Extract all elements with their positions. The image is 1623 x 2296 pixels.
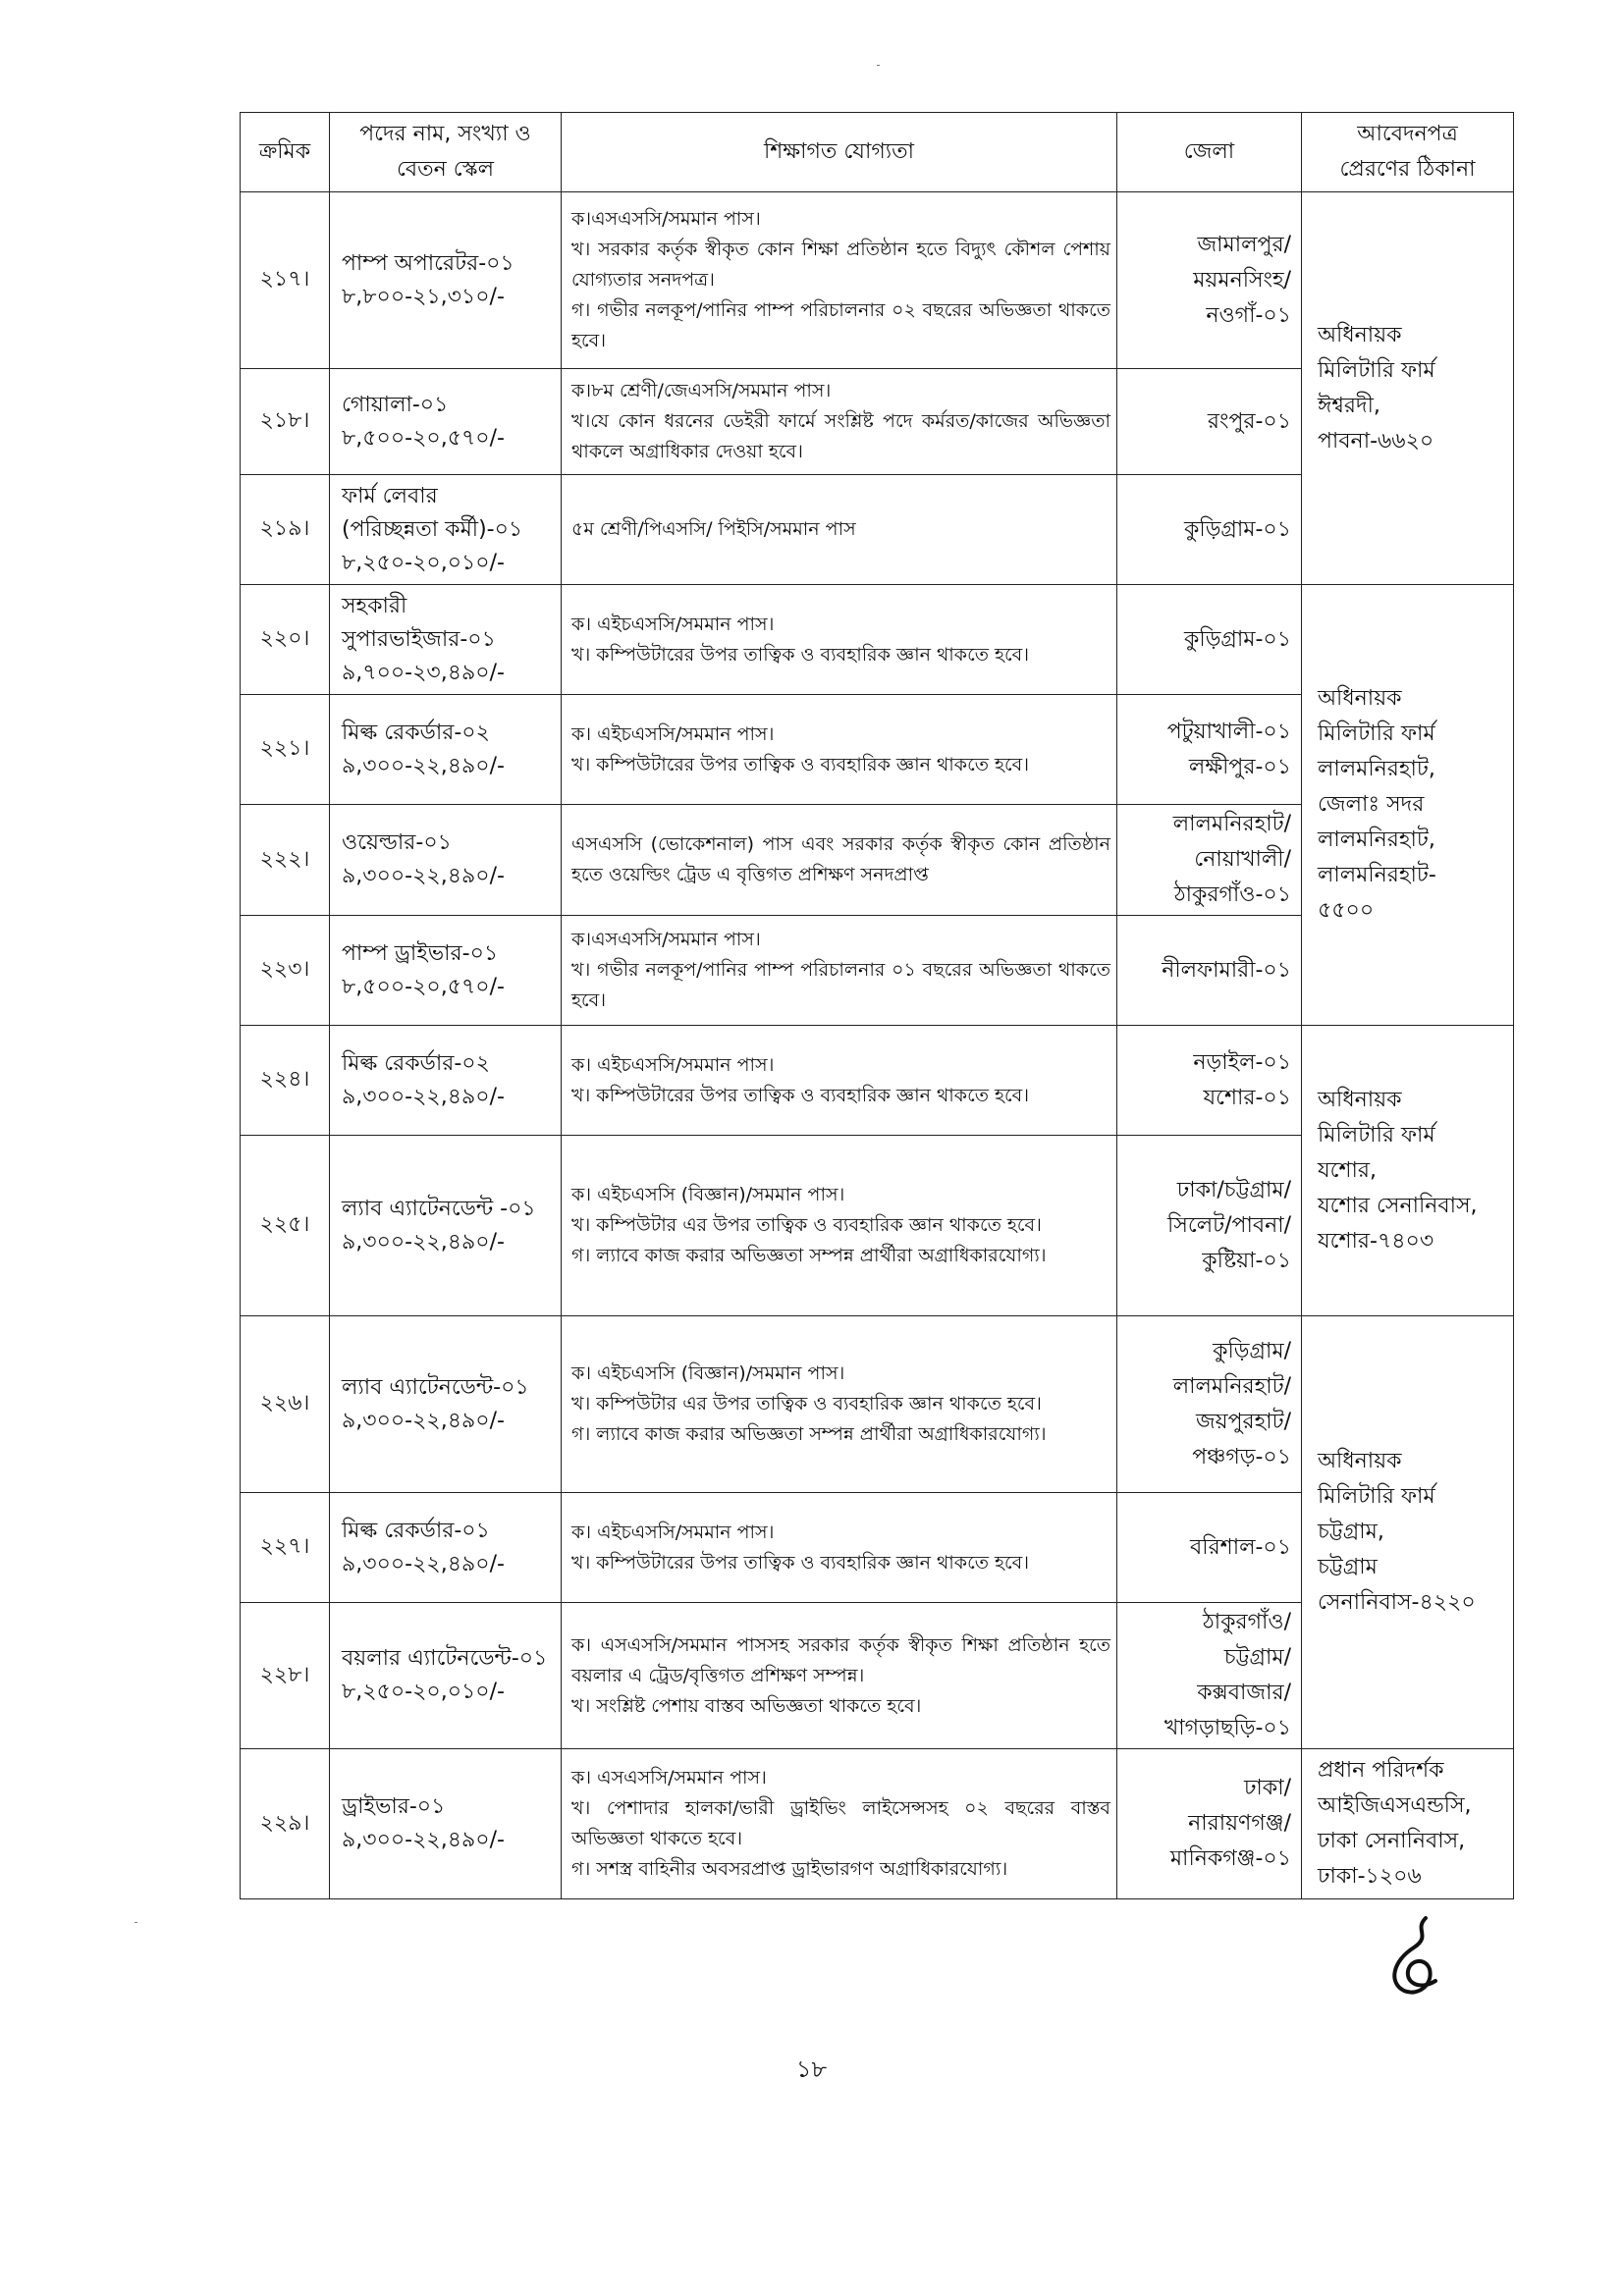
- address-line: যশোর-৭৪০৩: [1318, 1228, 1434, 1254]
- district-line: নোয়াখালী/: [1194, 847, 1291, 872]
- qualification-line: খ। সংশ্লিষ্ট পেশায় বাস্তব অভিজ্ঞতা থাকতে হবে।: [571, 1694, 922, 1717]
- address-line: চট্টগ্রাম,: [1318, 1520, 1384, 1544]
- post-cell: [330, 695, 562, 805]
- address-cell: [1302, 1749, 1514, 1899]
- district-line: ময়মনসিংহ/: [1193, 267, 1291, 293]
- qualification-cell: [562, 1603, 1117, 1749]
- post-cell: [330, 369, 562, 475]
- post-name: মিল্ক রেকর্ডার-০২: [342, 1050, 490, 1076]
- header-address: [1302, 113, 1514, 192]
- qualification-cell: [562, 475, 1117, 585]
- district-line: চট্টগ্রাম/: [1223, 1645, 1291, 1670]
- qualification-cell: [562, 1026, 1117, 1136]
- qualification-cell: [562, 1136, 1117, 1316]
- pay-scale: ৯,৩০০-২২,৪৯০/-: [342, 1084, 505, 1109]
- district-line: ঢাকা/চট্টগ্রাম/: [1176, 1177, 1291, 1202]
- header-post: [330, 113, 562, 192]
- address-line: ঢাকা-১২০৬: [1318, 1864, 1422, 1889]
- qualification-line: ক। এসএসসি/সমমান পাসসহ সরকার কর্তৃক স্বীকৃত শিক্ষা প্রতিষ্ঠান হতে বয়লার এ ট্রেড/বৃত্তিগত প্রশিক্ষণ সম্পন্ন।: [571, 1633, 1110, 1686]
- header-post-line: পদের নাম, সংখ্যা ও: [359, 122, 531, 146]
- table-row: [241, 585, 1514, 695]
- qualification-line: খ।যে কোন ধরনের ডেইরী ফার্মে সংশ্লিষ্ট পদে কর্মরত/কাজের অভিজ্ঞতা থাকলে অগ্রাধিকার দেওয়া হবে।: [571, 410, 1110, 462]
- pay-scale: ৮,৮০০-২১,৩১০/-: [342, 284, 505, 309]
- district-cell: [1117, 585, 1302, 695]
- post-name: ফার্ম লেবার: [342, 483, 438, 508]
- post-name: পাম্প অপারেটর-০১: [342, 250, 514, 276]
- row-serial: ২১৮।: [241, 369, 330, 475]
- qualification-cell: [562, 805, 1117, 916]
- post-name: বয়লার এ্যাটেনডেন্ট-০১: [342, 1646, 548, 1671]
- qualification-line: খ। কম্পিউটার এর উপর তাত্বিক ও ব্যবহারিক জ্ঞান থাকতে হবে।: [571, 1393, 1042, 1415]
- district-cell: [1117, 1493, 1302, 1603]
- district-cell: [1117, 1316, 1302, 1493]
- district-cell: [1117, 1026, 1302, 1136]
- post-name: সুপারভাইজার-০১: [342, 626, 496, 652]
- address-line: জেলাঃ সদর: [1318, 792, 1425, 817]
- address-line: যশোর,: [1318, 1157, 1378, 1183]
- district-cell: [1117, 1603, 1302, 1749]
- district-line: কুষ্টিয়া-০১: [1202, 1248, 1291, 1273]
- header-qualification: শিক্ষাগত যোগ্যতা: [562, 113, 1117, 192]
- post-cell: [330, 585, 562, 695]
- header-post-line: বেতন স্কেল: [397, 157, 494, 182]
- post-cell: [330, 1603, 562, 1749]
- district-line: ঢাকা/: [1243, 1776, 1291, 1800]
- qualification-line: এসএসসি (ভোকেশনাল) পাস এবং সরকার কর্তৃক স্বীকৃত কোন প্রতিষ্ঠান হতে ওয়েল্ডিং ট্রেড এ বৃত্তিগত প্রশিক্ষণ সনদপ্রাপ্ত: [571, 833, 1110, 885]
- table-row: [241, 1316, 1514, 1493]
- post-cell: [330, 1493, 562, 1603]
- qualification-line: খ। গভীর নলকূপ/পানির পাম্প পরিচালনার ০১ বছরের অভিজ্ঞতা থাকতে হবে।: [571, 959, 1110, 1011]
- post-cell: [330, 192, 562, 369]
- district-cell: [1117, 695, 1302, 805]
- signature-mark: [1375, 1912, 1453, 2004]
- district-line: লক্ষীপুর-০১: [1188, 754, 1291, 779]
- address-cell: [1302, 1026, 1514, 1316]
- qualification-line: গ। গভীর নলকূপ/পানির পাম্প পরিচালনার ০২ বছরের অভিজ্ঞতা থাকতে হবে।: [571, 299, 1110, 351]
- district-cell: [1117, 192, 1302, 369]
- address-line: অধিনায়ক: [1318, 322, 1402, 347]
- district-cell: [1117, 1749, 1302, 1899]
- qualification-line: ক। এইচএসসি/সমমান পাস।: [571, 1521, 775, 1543]
- district-line: কুড়িগ্রাম-০১: [1184, 516, 1291, 542]
- address-line: মিলিটারি ফার্ম: [1318, 1122, 1435, 1148]
- header-address-line: আবেদনপত্র: [1357, 122, 1458, 146]
- post-name: মিল্ক রেকর্ডার-০১: [342, 1518, 490, 1543]
- qualification-line: ক। এইচএসসি/সমমান পাস।: [571, 613, 775, 635]
- address-line: লালমনিরহাট-: [1318, 863, 1436, 887]
- header-serial: ক্রমিক: [241, 113, 330, 192]
- qualification-line: খ। সরকার কর্তৃক স্বীকৃত কোন শিক্ষা প্রতিষ্ঠান হতে বিদ্যুৎ কৌশল পেশায় যোগ্যতার সনদপত্র।: [571, 239, 1110, 291]
- pay-scale: ৮,২৫০-২০,০১০/-: [342, 550, 505, 575]
- post-name: ল্যাব এ্যাটেনডেন্ট -০১: [342, 1196, 536, 1221]
- pay-scale: ৯,৭০০-২৩,৪৯০/-: [342, 660, 505, 685]
- post-name: (পরিচ্ছন্নতা কর্মী)-০১: [342, 516, 523, 542]
- address-line: প্রধান পরিদর্শক: [1318, 1758, 1444, 1783]
- district-line: নওগাঁ-০১: [1206, 302, 1291, 328]
- district-line: কক্সবাজার/: [1197, 1681, 1291, 1705]
- row-serial: ২২২।: [241, 805, 330, 916]
- pay-scale: ৯,৩০০-২২,৪৯০/-: [342, 1408, 505, 1433]
- scan-speck: [877, 65, 880, 66]
- qualification-line: খ। কম্পিউটারের উপর তাত্বিক ও ব্যবহারিক জ্ঞান থাকতে হবে।: [571, 753, 1030, 775]
- qualification-line: ক।এসএসসি/সমমান পাস।: [571, 929, 761, 950]
- post-name: মিল্ক রেকর্ডার-০২: [342, 720, 490, 745]
- address-line: ঢাকা সেনানিবাস,: [1318, 1829, 1466, 1853]
- address-line: যশোর সেনানিবাস,: [1318, 1193, 1478, 1218]
- district-line: নড়াইল-০১: [1193, 1049, 1291, 1075]
- qualification-line: খ। কম্পিউটারের উপর তাত্বিক ও ব্যবহারিক জ্ঞান থাকতে হবে।: [571, 1084, 1030, 1106]
- district-line: যশোর-০১: [1203, 1085, 1291, 1110]
- qualification-cell: [562, 916, 1117, 1026]
- qualification-line: ক। এইচএসসি (বিজ্ঞান)/সমমান পাস।: [571, 1184, 845, 1205]
- qualification-line: ক।এসএসসি/সমমান পাস।: [571, 208, 761, 230]
- qualification-line: ক।৮ম শ্রেণী/জেএসসি/সমমান পাস।: [571, 380, 832, 401]
- post-cell: [330, 1026, 562, 1136]
- address-line: অধিনায়ক: [1318, 1449, 1402, 1473]
- district-line: কুড়িগ্রাম-০১: [1184, 626, 1291, 652]
- district-line: লালমনিরহাট/: [1172, 1373, 1291, 1399]
- post-name: ল্যাব এ্যাটেনডেন্ট-০১: [342, 1374, 529, 1400]
- post-cell: [330, 1316, 562, 1493]
- row-serial: ২২৭।: [241, 1493, 330, 1603]
- district-line: ঠাকুরগাঁও/: [1202, 1610, 1291, 1634]
- address-line: আইজিএসএন্ডসি,: [1318, 1793, 1472, 1818]
- address-line: মিলিটারি ফার্ম: [1318, 721, 1435, 746]
- row-serial: ২২০।: [241, 585, 330, 695]
- address-cell: [1302, 192, 1514, 585]
- post-name: ওয়েল্ডার-০১: [342, 830, 452, 855]
- address-line: ৫৫০০: [1318, 898, 1375, 923]
- header-district: জেলা: [1117, 113, 1302, 192]
- district-line: সিলেট/পাবনা/: [1167, 1212, 1291, 1238]
- address-line: সেনানিবাস-৪২২০: [1318, 1590, 1476, 1615]
- qualification-line: গ। ল্যাবে কাজ করার অভিজ্ঞতা সম্পন্ন প্রার্থীরা অগ্রাধিকারযোগ্য।: [571, 1245, 1047, 1266]
- district-line: পঞ্চগড়-০১: [1192, 1444, 1291, 1469]
- qualification-line: খ। কম্পিউটারের উপর তাত্বিক ও ব্যবহারিক জ্ঞান থাকতে হবে।: [571, 643, 1030, 666]
- post-cell: [330, 1749, 562, 1899]
- qualification-cell: [562, 369, 1117, 475]
- address-line: অধিনায়ক: [1318, 686, 1402, 711]
- page-number: ১৮: [795, 2056, 828, 2083]
- post-cell: [330, 916, 562, 1026]
- qualification-cell: [562, 1493, 1117, 1603]
- district-cell: [1117, 475, 1302, 585]
- pay-scale: ৯,৩০০-২২,৪৯০/-: [342, 1828, 505, 1852]
- district-line: রংপুর-০১: [1207, 408, 1291, 434]
- qualification-cell: [562, 192, 1117, 369]
- row-serial: ২২৯।: [241, 1749, 330, 1899]
- district-line: নারায়ণগঞ্জ/: [1188, 1811, 1291, 1836]
- address-line: অধিনায়ক: [1318, 1087, 1402, 1112]
- qualification-cell: [562, 585, 1117, 695]
- table-row: [241, 192, 1514, 369]
- address-cell: [1302, 585, 1514, 1026]
- address-line: চট্টগ্রাম: [1318, 1555, 1378, 1579]
- qualification-line: খ। কম্পিউটারের উপর তাত্বিক ও ব্যবহারিক জ্ঞান থাকতে হবে।: [571, 1551, 1030, 1574]
- row-serial: ২২৬।: [241, 1316, 330, 1493]
- post-name: ড্রাইভার-০১: [342, 1794, 446, 1819]
- qualification-line: খ। পেশাদার হালকা/ভারী ড্রাইভিং লাইসেন্সসহ ০২ বছরের বাস্তব অভিজ্ঞতা থাকতে হবে।: [571, 1797, 1110, 1849]
- district-line: ঠাকুরগাঁও-০১: [1173, 882, 1291, 907]
- address-line: লালমনিরহাট,: [1318, 757, 1435, 781]
- district-cell: [1117, 369, 1302, 475]
- qualification-line: ক। এসএসসি/সমমান পাস।: [571, 1767, 767, 1789]
- post-cell: [330, 475, 562, 585]
- post-cell: [330, 805, 562, 916]
- district-line: নীলফামারী-০১: [1162, 957, 1291, 983]
- qualification-line: ক। এইচএসসি/সমমান পাস।: [571, 1053, 775, 1076]
- address-cell: [1302, 1316, 1514, 1749]
- row-serial: ২২১।: [241, 695, 330, 805]
- qualification-line: ক। এইচএসসি/সমমান পাস।: [571, 722, 775, 745]
- pay-scale: ৯,৩০০-২২,৪৯০/-: [342, 1551, 505, 1576]
- district-cell: [1117, 805, 1302, 916]
- district-line: জয়পুরহাট/: [1195, 1409, 1291, 1434]
- table-row: [241, 1749, 1514, 1899]
- qualification-cell: [562, 1749, 1117, 1899]
- address-line: লালমনিরহাট,: [1318, 828, 1435, 852]
- district-line: খাগড়াছড়ি-০১: [1163, 1716, 1291, 1740]
- post-name: পাম্প ড্রাইভার-০১: [342, 940, 499, 966]
- header-address-line: প্রেরণের ঠিকানা: [1339, 157, 1476, 182]
- district-line: কুড়িগ্রাম/: [1213, 1338, 1291, 1363]
- post-name: গোয়ালা-০১: [342, 392, 449, 417]
- pay-scale: ৯,৩০০-২২,৪৯০/-: [342, 753, 505, 778]
- row-serial: ২২৫।: [241, 1136, 330, 1316]
- pay-scale: ৮,২৫০-২০,০১০/-: [342, 1680, 505, 1704]
- qualification-line: ৫ম শ্রেণী/পিএসসি/ পিইসি/সমমান পাস: [571, 518, 856, 540]
- table-header-row: [241, 113, 1514, 192]
- address-line: মিলিটারি ফার্ম: [1318, 357, 1435, 383]
- qualification-line: খ। কম্পিউটার এর উপর তাত্বিক ও ব্যবহারিক জ্ঞান থাকতে হবে।: [571, 1214, 1042, 1236]
- row-serial: ২১৭।: [241, 192, 330, 369]
- pay-scale: ৯,৩০০-২২,৪৯০/-: [342, 1229, 505, 1255]
- address-line: পাবনা-৬৬২০: [1318, 428, 1434, 454]
- row-serial: ২২৩।: [241, 916, 330, 1026]
- qualification-cell: [562, 1316, 1117, 1493]
- district-line: জামালপুর/: [1197, 232, 1291, 257]
- row-serial: ২১৯।: [241, 475, 330, 585]
- scan-speck: [135, 1922, 137, 1923]
- pay-scale: ৮,৫০০-২০,৫৭০/-: [342, 425, 505, 451]
- recruitment-table: [240, 112, 1514, 1899]
- qualification-line: গ। ল্যাবে কাজ করার অভিজ্ঞতা সম্পন্ন প্রার্থীরা অগ্রাধিকারযোগ্য।: [571, 1423, 1047, 1445]
- qualification-line: গ। সশস্ত্র বাহিনীর অবসরপ্রাপ্ত ড্রাইভারগণ অগ্রাধিকারযোগ্য।: [571, 1858, 1008, 1880]
- table-row: [241, 1026, 1514, 1136]
- post-cell: [330, 1136, 562, 1316]
- district-cell: [1117, 916, 1302, 1026]
- row-serial: ২২৮।: [241, 1603, 330, 1749]
- address-line: ঈশ্বরদী,: [1318, 393, 1380, 418]
- pay-scale: ৯,৩০০-২২,৪৯০/-: [342, 864, 505, 888]
- district-cell: [1117, 1136, 1302, 1316]
- qualification-line: ক। এইচএসসি (বিজ্ঞান)/সমমান পাস।: [571, 1362, 845, 1384]
- qualification-cell: [562, 695, 1117, 805]
- address-line: মিলিটারি ফার্ম: [1318, 1484, 1435, 1509]
- district-line: বরিশাল-০১: [1190, 1534, 1291, 1560]
- row-serial: ২২৪।: [241, 1026, 330, 1136]
- pay-scale: ৮,৫০০-২০,৫৭০/-: [342, 974, 505, 999]
- district-line: লালমনিরহাট/: [1172, 812, 1291, 836]
- district-line: পটুয়াখালী-০১: [1166, 719, 1291, 744]
- district-line: মানিকগঞ্জ-০১: [1169, 1846, 1291, 1871]
- post-name: সহকারী: [342, 593, 407, 618]
